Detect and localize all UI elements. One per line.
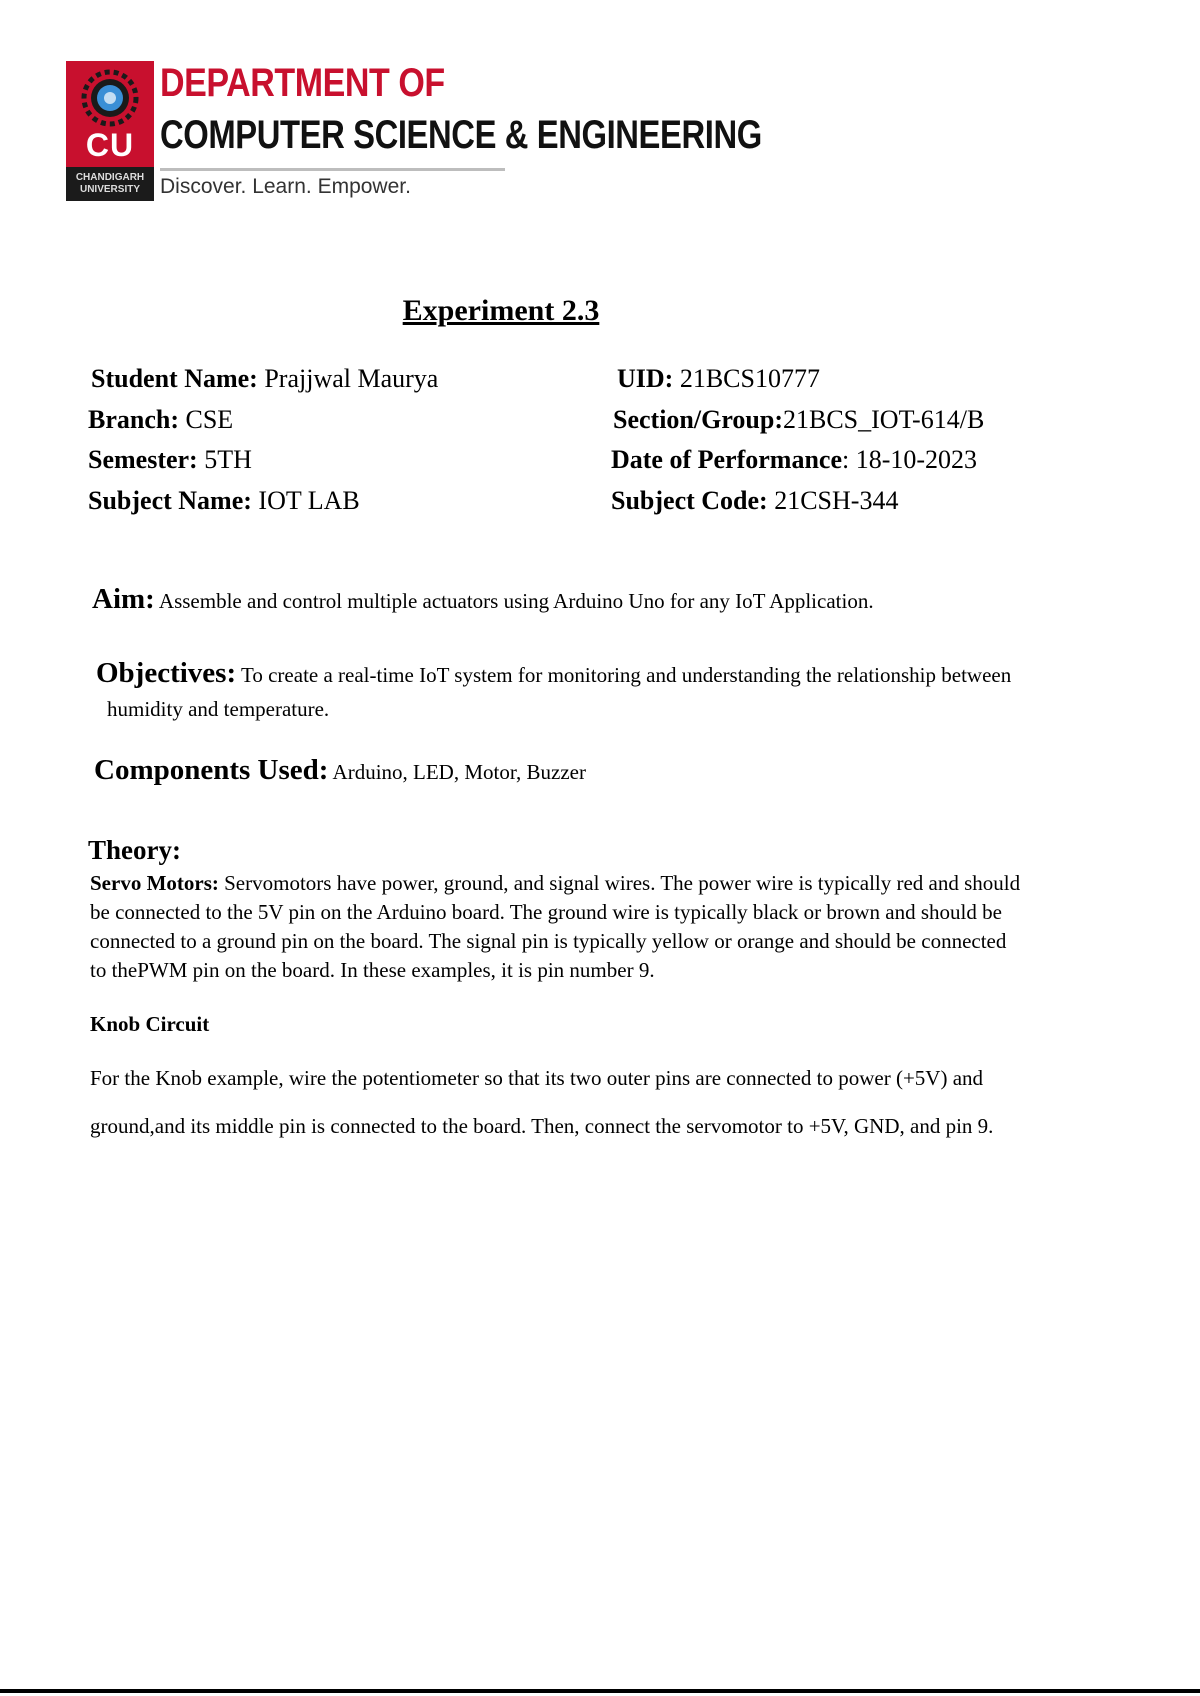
- servo-line1: Servomotors have power, ground, and signal wires. The power wire is typically red and should: [224, 871, 1021, 895]
- components-text: Arduino, LED, Motor, Buzzer: [332, 760, 586, 784]
- university-logo: [66, 61, 154, 201]
- section-value: 21BCS_IOT-614/B: [782, 405, 985, 434]
- components-section: [94, 755, 586, 787]
- experiment-title: Experiment 2.3: [402, 294, 600, 327]
- uid-value: 21BCS10777: [679, 364, 820, 393]
- servo-line4: to thePWM pin on the board. In these examples, it is pin number 9.: [90, 958, 655, 982]
- section-row: [613, 404, 984, 436]
- logo-univ-line2: UNIVERSITY: [79, 184, 140, 195]
- date-label: Date of Performance: [611, 445, 842, 474]
- student-name-row: [91, 363, 438, 395]
- subject-name-label: Subject Name:: [88, 486, 252, 515]
- tagline: Discover. Learn. Empower.: [160, 175, 411, 198]
- knob-line1: For the Knob example, wire the potentiometer so that its two outer pins are connected to power (+5V) and: [90, 1066, 984, 1090]
- objectives-text-line1: To create a real-time IoT system for monitoring and understanding the relationship between: [241, 663, 1012, 687]
- date-value: : 18-10-2023: [842, 445, 978, 474]
- aim-text: Assemble and control multiple actuators using Arduino Uno for any IoT Application.: [158, 589, 874, 613]
- date-row: [611, 444, 977, 476]
- aim-section: [92, 584, 874, 616]
- subject-name-value: IOT LAB: [258, 486, 360, 515]
- subject-code-label: Subject Code:: [611, 486, 768, 515]
- section-label: Section/Group:: [613, 405, 783, 434]
- objectives-section: [96, 658, 1011, 690]
- student-name-label: Student Name:: [91, 364, 258, 393]
- knob-line2: ground,and its middle pin is connected to the board. Then, connect the servomotor to +5V, GND, and pin 9.: [90, 1114, 994, 1138]
- aim-label: Aim:: [92, 583, 155, 615]
- department-heading-line2: COMPUTER SCIENCE & ENGINEERING: [160, 113, 762, 157]
- subject-code-row: [611, 485, 898, 517]
- university-emblem-icon: [75, 67, 145, 129]
- semester-row: [88, 444, 252, 476]
- theory-heading: Theory:: [88, 835, 181, 865]
- servo-line1-row: [90, 869, 1170, 898]
- uid-row: [617, 363, 820, 395]
- student-name-value: Prajjwal Maurya: [264, 364, 439, 393]
- branch-value: CSE: [185, 405, 234, 434]
- servo-label: Servo Motors:: [90, 871, 219, 895]
- logo-univ-line1: CHANDIGARH: [75, 172, 145, 183]
- servo-paragraph: [90, 869, 1170, 985]
- servo-line2: be connected to the 5V pin on the Arduino board. The ground wire is typically black or brown and should be: [90, 900, 1002, 924]
- uid-label: UID:: [617, 364, 674, 393]
- objectives-text-line2: humidity and temperature.: [107, 697, 330, 721]
- branch-label: Branch:: [88, 405, 179, 434]
- semester-value: 5TH: [204, 445, 252, 474]
- objectives-label: Objectives:: [96, 657, 237, 689]
- servo-line3: connected to a ground pin on the board. The signal pin is typically yellow or orange and should be connected: [90, 929, 1007, 953]
- subject-code-value: 21CSH-344: [774, 486, 899, 515]
- page-bottom-rule: [0, 1689, 1200, 1693]
- branch-row: [88, 404, 233, 436]
- logo-cu-letters: CU: [85, 127, 135, 163]
- logo-university-strip: [66, 167, 154, 201]
- semester-label: Semester:: [88, 445, 198, 474]
- components-label: Components Used:: [94, 754, 329, 786]
- knob-circuit-heading: Knob Circuit: [90, 1012, 210, 1036]
- subject-name-row: [88, 485, 360, 517]
- header-divider: [160, 168, 505, 171]
- department-heading-line1: DEPARTMENT OF: [160, 61, 445, 105]
